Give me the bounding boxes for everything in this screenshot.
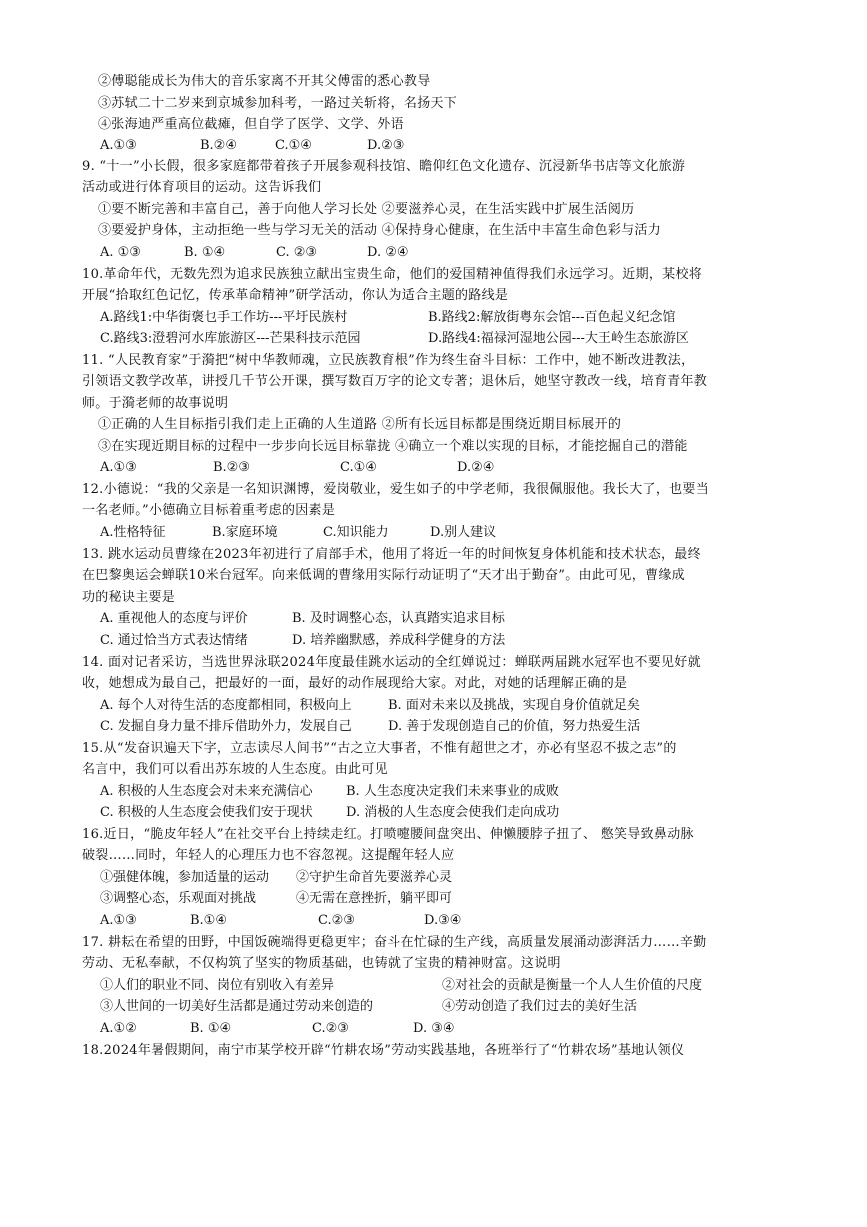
q10-option-a: A.路线1:中华街褒乜手工作坊---平圩民族村 (100, 310, 348, 325)
q13-stem-line-2: 在巴黎奥运会蝉联10米台冠军。向来低调的曹缘用实际行动证明了“天才出于勤奋”。由此可见，曹缘成 (82, 568, 685, 583)
q13-stem-line-1: 13. 跳水运动员曹缘在2023年初进行了肩部手术，他用了将近一年的时间恢复身体机能和技术状态，最终 (82, 547, 701, 562)
q9-stem-line-2: 活动或进行体育项目的运动。这告诉我们 (82, 180, 322, 195)
q11-statements-2: ③在实现近期目标的过程中一步步向长远目标靠拢 ④确立一个难以实现的目标，才能挖掘自己的潜能 (98, 439, 688, 454)
q11-stem-line-1: 11. “人民教育家”于漪把“树中华教师魂，立民族教育根”作为终生奋斗目标：工作中，她不断改进教法， (82, 353, 695, 368)
q9-option-a: A. ①③ (100, 245, 141, 260)
q17-statement-1: ①人们的职业不同、岗位有别收入有差异 (100, 978, 335, 993)
q13-option-d: D. 培养幽默感，养成科学健身的方法 (292, 633, 506, 648)
q10-stem-line-1: 10.革命年代，无数先烈为追求民族独立献出宝贵生命，他们的爱国精神值得我们永远学习。近期，某校将 (82, 267, 703, 282)
q17-statement-3: ③人世间的一切美好生活都是通过劳动来创造的 (100, 999, 374, 1014)
q14-option-b: B. 面对未来以及挑战，实现自身价值就足矣 (388, 698, 640, 713)
q9-statements-2: ③要爱护身体，主动拒绝一些与学习无关的活动 ④保持身心健康，在生活中丰富生命色彩与活力 (98, 223, 662, 238)
q17-statement-4: ④劳动创造了我们过去的美好生活 (442, 999, 638, 1014)
q16-option-c: C.②③ (318, 913, 355, 928)
q16-option-d: D.③④ (424, 913, 462, 928)
q9-statements-1: ①要不断完善和丰富自己，善于向他人学习长处 ②要滋养心灵，在生活实践中扩展生活阅历 (98, 202, 635, 217)
q15-stem-line-2: 名言中，我们可以看出苏东坡的人生态度。由此可见 (82, 762, 388, 777)
q16-statement-1: ①强健体魄，参加适量的运动 (100, 870, 270, 885)
q13-option-a: A. 重视他人的态度与评价 (100, 611, 248, 626)
q16-statement-3: ③调整心态，乐观面对挑战 (100, 891, 257, 906)
q8-statement-4: ④张海迪严重高位截瘫，但自学了医学、文学、外语 (98, 117, 404, 132)
q17-stem-line-2: 劳动、无私奉献，不仅构筑了坚实的物质基础，也铸就了宝贵的精神财富。这说明 (82, 956, 561, 971)
q13-option-b: B. 及时调整心态，认真踏实追求目标 (292, 611, 505, 626)
q16-statement-2: ②守护生命首先要滋养心灵 (296, 870, 453, 885)
q11-option-a: A.①③ (100, 460, 137, 475)
q10-option-d: D.路线4:福禄河湿地公园---大王岭生态旅游区 (428, 331, 689, 346)
q11-option-c: C.①④ (340, 460, 377, 475)
q15-option-a: A. 积极的人生态度会对未来充满信心 (100, 784, 313, 799)
q15-option-c: C. 积极的人生态度会使我们安于现状 (100, 805, 313, 820)
q13-stem-line-3: 功的秘诀主要是 (82, 590, 176, 605)
q12-option-b: B.家庭环境 (212, 525, 278, 540)
q16-option-b: B.①④ (190, 913, 227, 928)
q13-option-c: C. 通过恰当方式表达情绪 (100, 633, 248, 648)
q8-option-c: C.①④ (275, 138, 312, 153)
q17-stem-line-1: 17. 耕耘在希望的田野，中国饭碗端得更稳更牢；奋斗在忙碌的生产线，高质量发展涌动澎湃活力……辛勤 (82, 935, 707, 950)
q12-option-a: A.性格特征 (100, 525, 166, 540)
q8-option-d: D.②③ (367, 138, 405, 153)
q14-option-a: A. 每个人对待生活的态度都相同，积极向上 (100, 698, 352, 713)
q17-option-b: B. ①④ (190, 1021, 232, 1036)
q10-option-c: C.路线3:澄碧河水库旅游区---芒果科技示范园 (100, 331, 361, 346)
q9-option-b: B. ①④ (184, 245, 226, 260)
q17-option-a: A.①② (100, 1021, 137, 1036)
q15-stem-line-1: 15.从“发奋识遍天下字，立志读尽人间书”“古之立大事者，不惟有超世之才，亦必有坚忍不拔之志”的 (82, 741, 677, 756)
q14-stem-line-1: 14. 面对记者采访，当选世界泳联2024年度最佳跳水运动的全红婵说过：蝉联两届跳水冠军也不要见好就 (82, 655, 701, 670)
q12-option-d: D.别人建议 (430, 525, 497, 540)
q11-statements-1: ①正确的人生目标指引我们走上正确的人生道路 ②所有长远目标都是围绕近期目标展开的 (98, 417, 622, 432)
q15-option-d: D. 消极的人生态度会使我们走向成功 (346, 805, 560, 820)
q10-stem-line-2: 开展“拾取红色记忆，传承革命精神”研学活动，你认为适合主题的路线是 (82, 288, 509, 303)
q12-option-c: C.知识能力 (323, 525, 389, 540)
q8-statement-2: ②傅聪能成长为伟大的音乐家离不开其父傅雷的悉心教导 (98, 74, 431, 89)
q16-statement-4: ④无需在意挫折，躺平即可 (296, 891, 453, 906)
q16-stem-line-1: 16.近日，“脆皮年轻人”在社交平台上持续走红。打喷嚏腰间盘突出、伸懒腰脖子扭了、 憋笑导致鼻动脉 (82, 827, 694, 842)
q14-option-d: D. 善于发现创造自己的价值，努力热爱生活 (388, 719, 641, 734)
q8-option-a: A.①③ (100, 138, 137, 153)
q15-option-b: B. 人生态度决定我们未来事业的成败 (346, 784, 559, 799)
q9-option-c: C. ②③ (276, 245, 318, 260)
q14-stem-line-2: 收，她想成为最自己，把最好的一面，最好的动作展现给大家。对此，对她的话理解正确的是 (82, 676, 628, 691)
q9-stem-line-1: 9. “十一”小长假，很多家庭都带着孩子开展参观科技馆、瞻仰红色文化遗存、沉浸新华书店等文化旅游 (82, 159, 686, 174)
q17-option-c: C.②③ (312, 1021, 349, 1036)
q16-option-a: A.①③ (100, 913, 137, 928)
q8-option-b: B.②④ (200, 138, 237, 153)
q16-stem-line-2: 破裂……同时，年轻人的心理压力也不容忽视。这提醒年轻人应 (82, 848, 455, 863)
q18-stem-line-1: 18.2024年暑假期间，南宁市某学校开辟“竹耕农场”劳动实践基地，各班举行了“竹耕农场”基地认领仪 (82, 1043, 685, 1058)
q11-option-b: B.②③ (213, 460, 250, 475)
q12-stem-line-1: 12.小德说：“我的父亲是一名知识渊博，爱岗敬业，爱生如子的中学老师，我很佩服他。我长大了，也要当 (82, 482, 710, 497)
q9-option-d: D. ②④ (367, 245, 409, 260)
q12-stem-line-2: 一名老师。”小德确立目标着重考虑的因素是 (82, 503, 336, 518)
q17-statement-2: ②对社会的贡献是衡量一个人人生价值的尺度 (442, 978, 703, 993)
q10-option-b: B.路线2:解放街粤东会馆---百色起义纪念馆 (428, 310, 676, 325)
q8-statement-3: ③苏轼二十二岁来到京城参加科考，一路过关斩将，名扬天下 (98, 96, 458, 111)
q11-option-d: D.②④ (457, 460, 495, 475)
q17-option-d: D. ③④ (413, 1021, 455, 1036)
q11-stem-line-2: 引领语文教学改革，讲授几千节公开课，撰写数百万字的论文专著；退休后，她坚守教改一线，培育青年教 (82, 374, 708, 389)
q14-option-c: C. 发掘自身力量不排斥借助外力，发展自己 (100, 719, 352, 734)
q11-stem-line-3: 师。于漪老师的故事说明 (82, 396, 229, 411)
